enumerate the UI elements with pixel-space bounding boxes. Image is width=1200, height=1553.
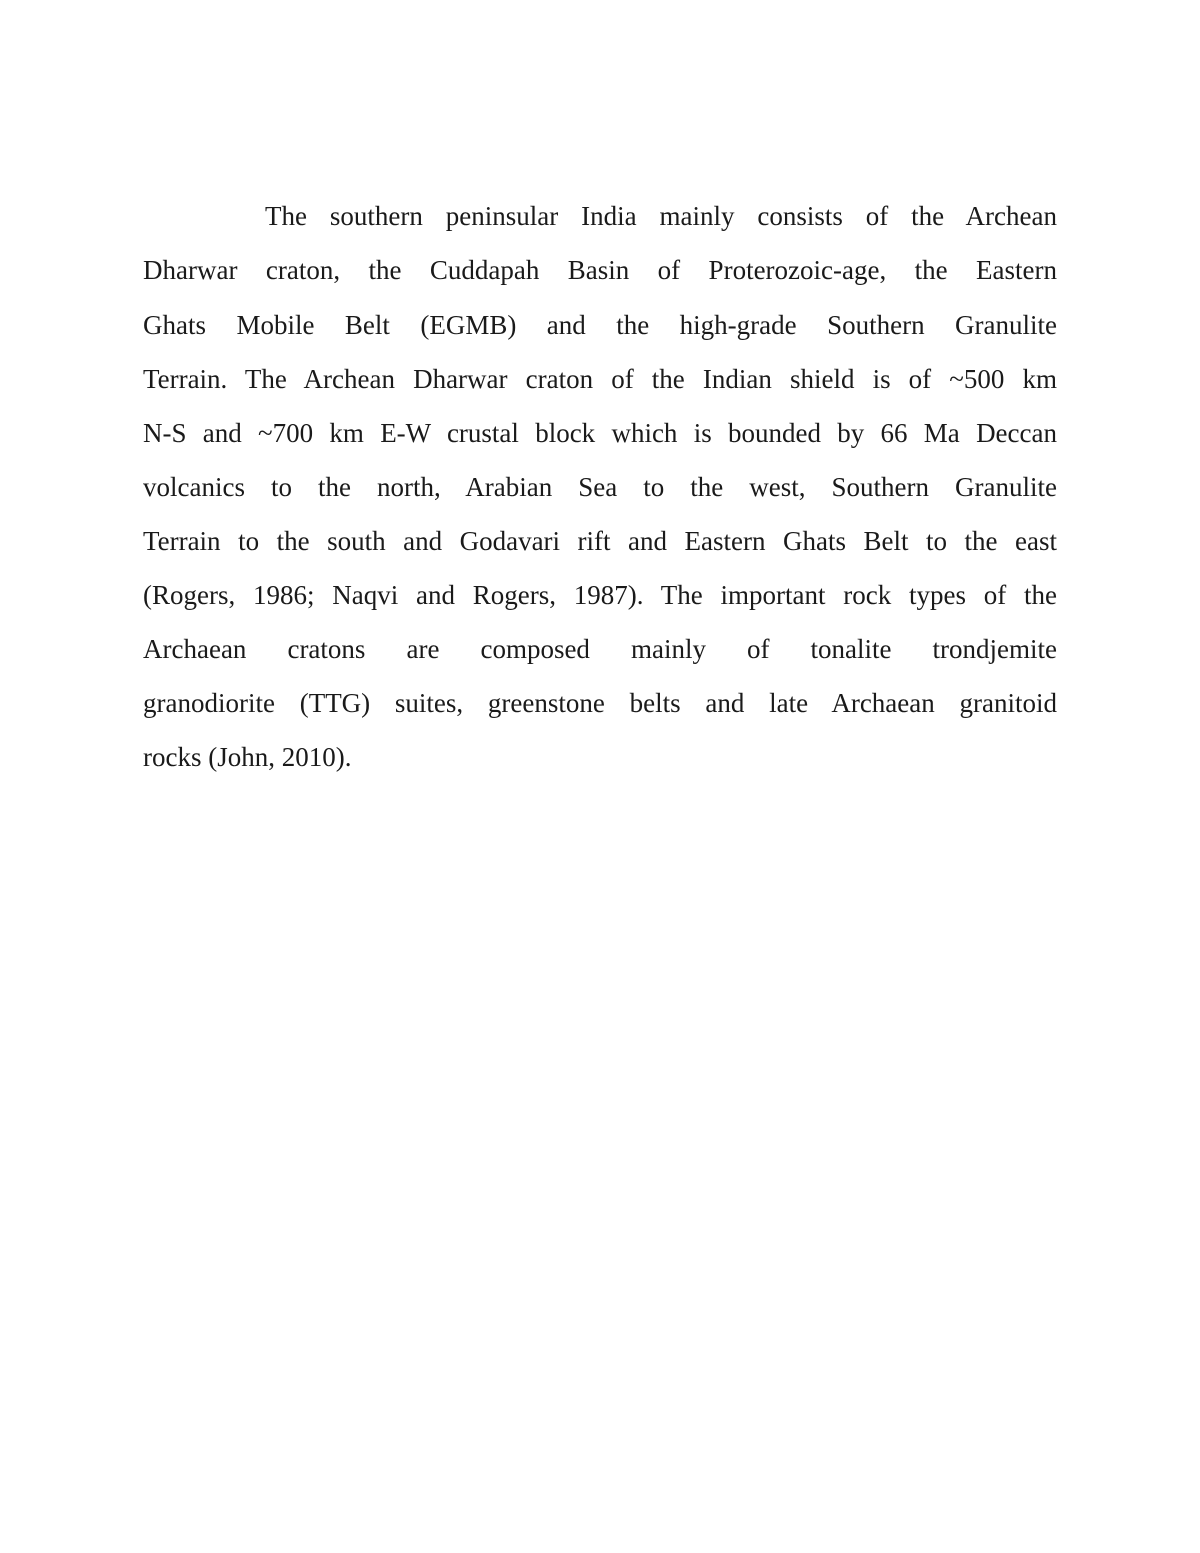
paragraph-line-6: volcanics to the north, Arabian Sea to the west, Southern Granulite [143,472,1057,502]
paragraph-line-7: Terrain to the south and Godavari rift and Eastern Ghats Belt to the east [143,526,1057,556]
paragraph-line-10: granodiorite (TTG) suites, greenstone belts and late Archaean granitoid [143,688,1057,718]
paragraph-line-3: Ghats Mobile Belt (EGMB) and the high-grade Southern Granulite [143,310,1057,340]
paragraph-line-1: The southern peninsular India mainly consists of the Archean [265,201,1057,231]
paragraph-line-11: rocks (John, 2010). [143,742,352,772]
paragraph-line-8: (Rogers, 1986; Naqvi and Rogers, 1987). The important rock types of the [143,580,1057,610]
paragraph-line-2: Dharwar craton, the Cuddapah Basin of Proterozoic-age, the Eastern [143,255,1057,285]
paragraph-line-9: Archaean cratons are composed mainly of tonalite trondjemite [143,634,1057,664]
paragraph-line-4: Terrain. The Archean Dharwar craton of the Indian shield is of ~500 km [143,364,1057,394]
paragraph-line-5: N-S and ~700 km E-W crustal block which is bounded by 66 Ma Deccan [143,418,1057,448]
